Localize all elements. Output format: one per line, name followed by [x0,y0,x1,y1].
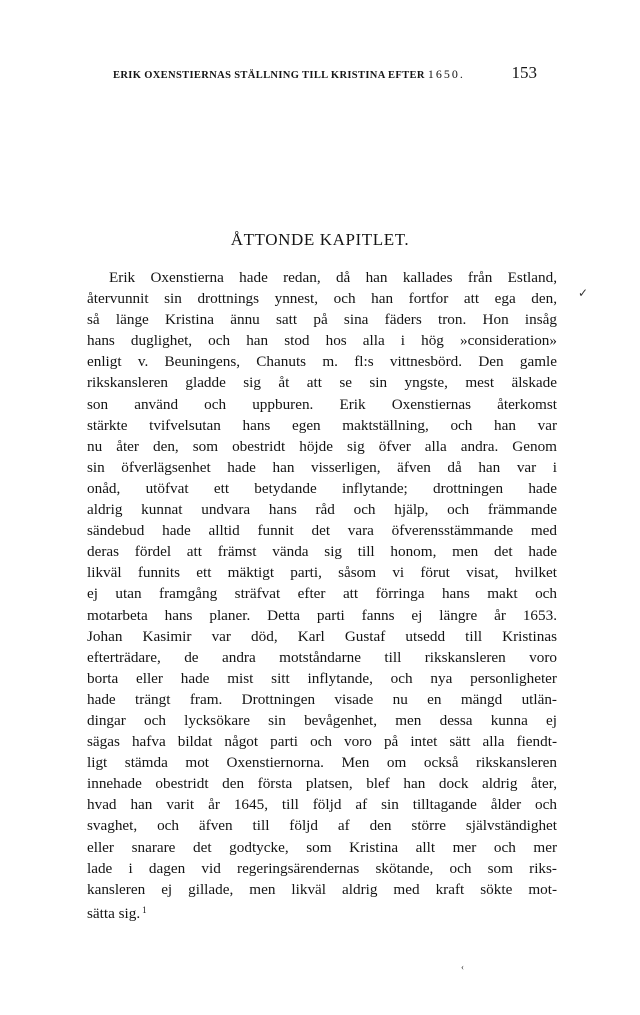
text-line: efterträdare, de andra motståndarne till rikskansleren voro [87,648,557,666]
page-number: 153 [511,63,537,82]
text-line: så länge Kristina ännu satt på sina fäders tron. Hon insåg [87,311,557,329]
text-line-last [87,900,557,921]
running-title [113,67,465,82]
text-line: ej utan framgång sträfvat efter att förringa hans makt och [87,585,557,603]
running-title-text: ERIK OXENSTIERNAS STÄLLNING TILL KRISTINA EFTER [113,70,425,81]
text-line: onåd, utöfvat ett betydande inflytande; drottningen hade [87,479,557,497]
text-line: Johan Kasimir var död, Karl Gustaf utsedd till Kristinas [87,627,557,645]
footnote-reference: 1 [142,904,147,915]
text-line: stärkte tvifvelsutan hans egen maktställning, och han var [87,416,557,434]
text-line: hade trängt fram. Drottningen visade nu en mängd utlän- [87,690,557,708]
text-line: enligt v. Beuningens, Chanuts m. fl:s vittnesbörd. Den gamle [87,353,557,371]
running-header [113,63,537,87]
text-line: aldrig kunnat undvara hans råd och hjälp, och främmande [87,501,557,519]
text-line: motarbeta hans planer. Detta parti fanns ej längre år 1653. [87,606,557,624]
text-line: Erik Oxenstierna hade redan, då han kallades från Estland, [109,269,557,286]
text-line: borta eller hade mist sitt inflytande, och nya personligheter [87,669,557,687]
text-line: hans duglighet, och han stod hos alla i hög »consideration» [87,332,557,350]
text-line: återvunnit sin drottnings ynnest, och han fortfor att ega den, [87,290,557,308]
margin-mark: ✓ [578,286,589,300]
running-title-year: 1650. [427,67,465,81]
body-text [87,267,557,921]
text-line: nu åter den, som obestridt höjde sig öfver alla andra. Genom [87,437,557,455]
text-line: hvad han varit år 1645, till följd af sin tilltagande ålder och [87,796,557,814]
text-line: svaghet, och äfven till följd af den större självständighet [87,817,557,835]
text-line: lade i dagen vid regeringsärendernas skötande, och som riks- [87,859,557,877]
text-line: dingar och lycksökare sin bevågenhet, men dessa kunna ej [87,711,557,729]
text-line: kansleren ej gillade, men likväl aldrig med kraft sökte mot- [87,880,557,898]
bottom-mark: ‹ [461,962,464,972]
text-line: deras fördel att främst vända sig till honom, men det hade [87,543,557,561]
text-line: son använd och uppburen. Erik Oxenstiernas återkomst [87,395,557,413]
text-line: sändebud hade alltid funnit det vara öfverensstämmande med [87,522,557,540]
text-line: eller snarare det godtycke, som Kristina allt mer och mer [87,838,557,856]
text-line: ligt stämda mot Oxenstiernorna. Men om också rikskansleren [87,754,557,772]
text-line: sin öfverlägsenhet hade han visserligen, äfven då han var i [87,458,557,476]
text-line: rikskansleren gladde sig åt att se sin yngste, mest älskade [87,374,557,392]
text-line-end: sätta sig. [87,904,141,922]
chapter-title: ÅTTONDE KAPITLET. [230,230,410,249]
text-line: sägas hafva bildat något parti och voro på intet sätt alla fiendt- [87,733,557,751]
text-line: innehade obestridt den första platsen, blef han dock aldrig åter, [87,775,557,793]
text-line: likväl funnits ett mäktigt parti, såsom vi förut visat, hvilket [87,564,557,582]
